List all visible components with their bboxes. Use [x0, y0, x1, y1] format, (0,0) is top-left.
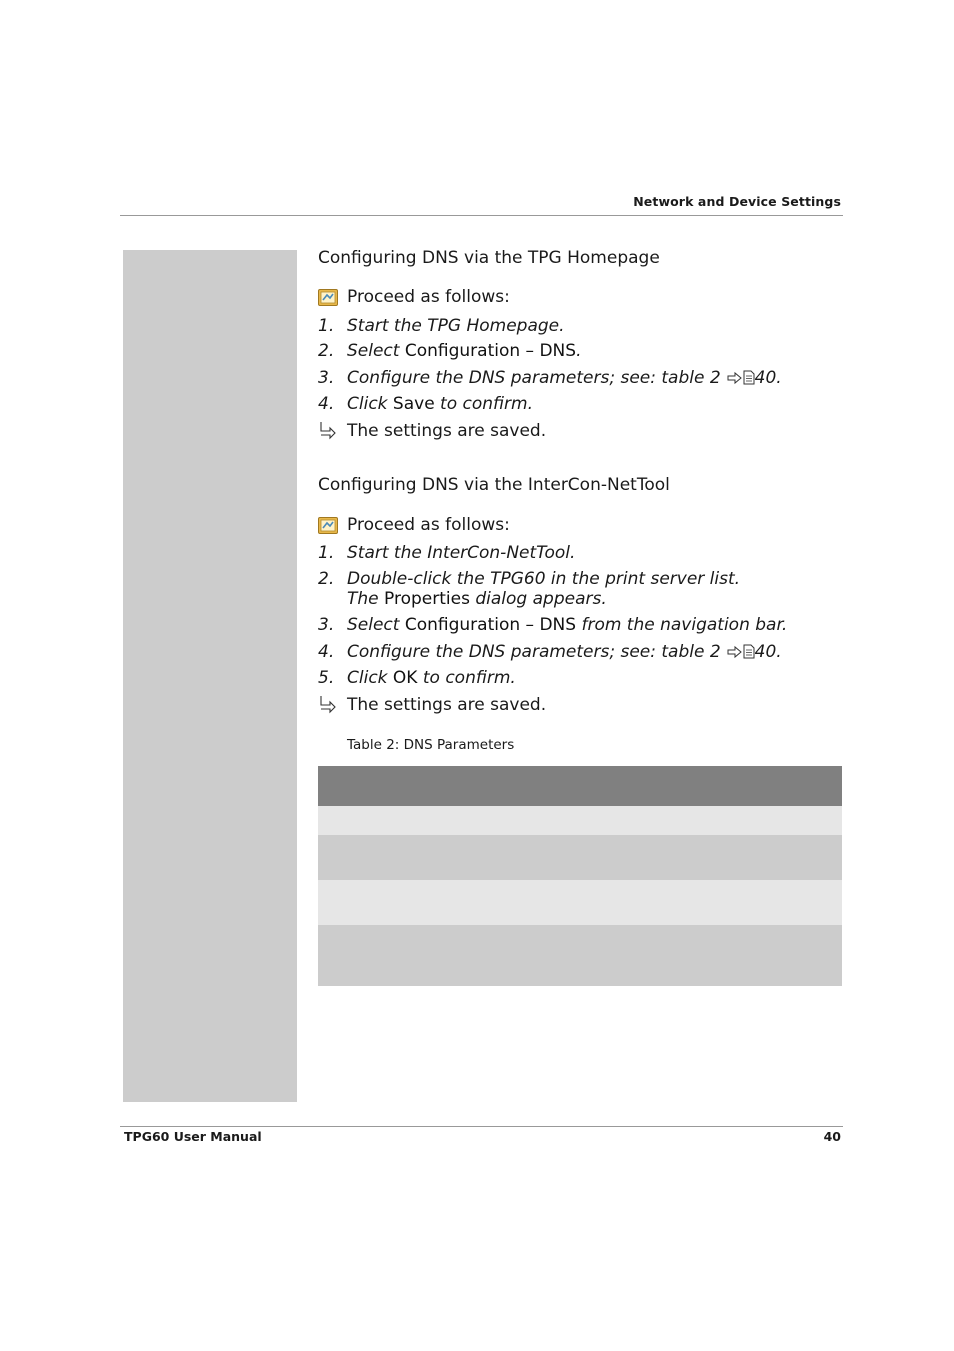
table-row: [318, 925, 842, 986]
arrow-right-icon: [727, 645, 743, 659]
button-name: OK: [392, 668, 418, 688]
dialog-name: Properties: [384, 589, 470, 609]
proceed-text: Proceed as follows:: [347, 287, 510, 307]
running-header: Network and Device Settings: [633, 194, 841, 209]
margin-sidebar: [123, 250, 297, 1102]
page-number: 40: [823, 1129, 841, 1144]
page-reference-link[interactable]: [727, 370, 755, 390]
dns-parameters-table: [318, 766, 842, 986]
section-heading-nettool: Configuring DNS via the InterCon-NetTool: [318, 475, 670, 495]
result-arrow-icon: [318, 420, 338, 440]
footer-rule: [120, 1126, 843, 1127]
table-caption: Table 2: DNS Parameters: [347, 737, 515, 753]
section-heading-homepage: Configuring DNS via the TPG Homepage: [318, 248, 660, 268]
folder-icon: [318, 287, 338, 306]
header-rule: [120, 215, 843, 216]
button-name: Save: [392, 394, 435, 414]
table-row: [318, 806, 842, 835]
footer-manual-title: TPG60 User Manual: [124, 1129, 262, 1144]
table-row: [318, 835, 842, 880]
result-arrow-icon: [318, 694, 338, 714]
table-header-row: [318, 766, 842, 806]
table-row: [318, 880, 842, 925]
page-icon: [743, 644, 755, 659]
menu-path: Configuration – DNS: [404, 341, 577, 361]
menu-path: Configuration – DNS: [404, 615, 577, 635]
page-icon: [743, 370, 755, 385]
arrow-right-icon: [727, 371, 743, 385]
folder-icon: [318, 515, 338, 534]
page-reference-link[interactable]: [727, 644, 755, 664]
